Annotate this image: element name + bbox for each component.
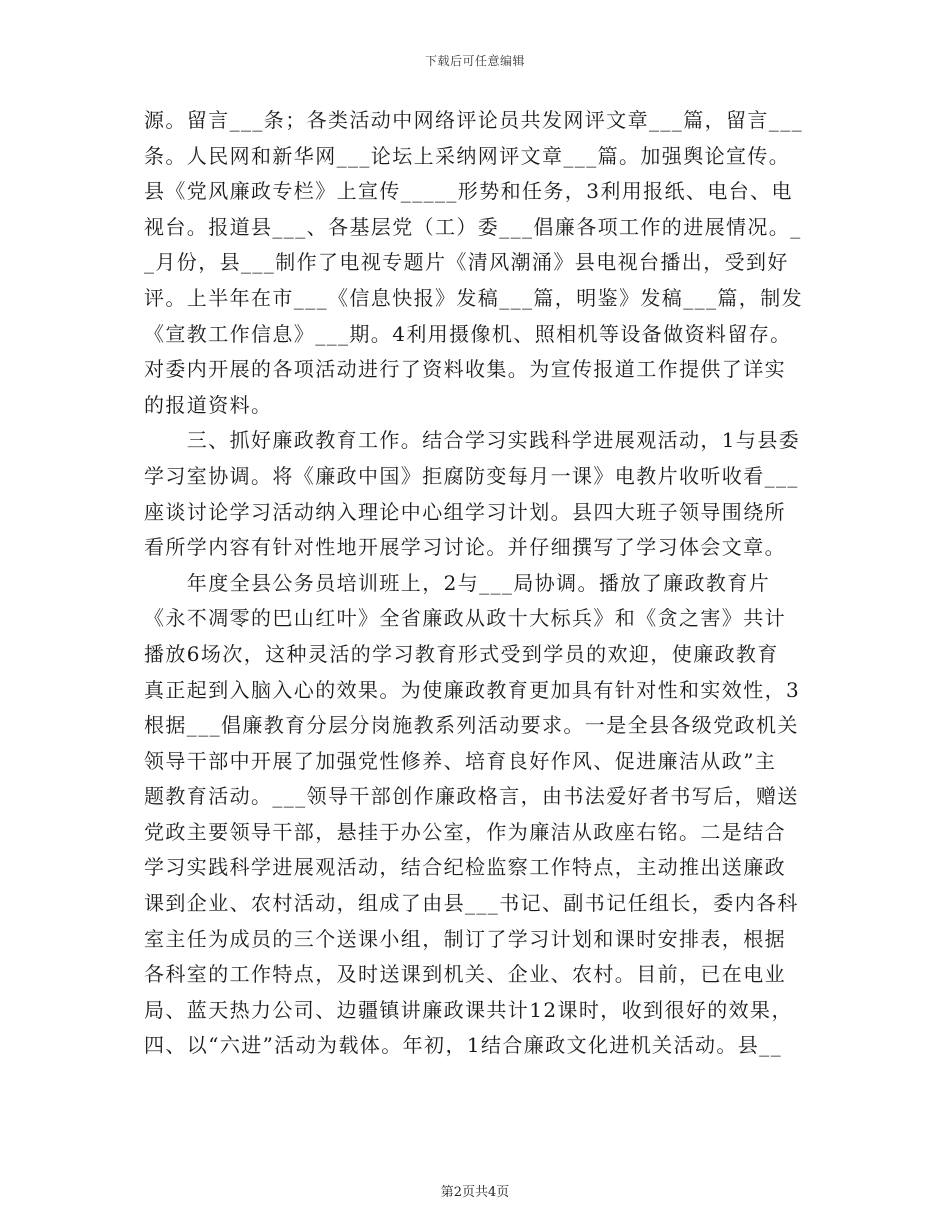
text-line: 室主任为成员的三个送课小组，制订了学习计划和课时安排表，根据 — [144, 926, 786, 951]
text-line: 视台。报道县___、各基层党（工）委___倡廉各项工作的进展情况。_ — [144, 214, 802, 239]
text-line: 题教育活动。___领导干部创作廉政格言，由书法爱好者书写后，赠送 — [144, 784, 799, 809]
text-line: 条。人民网和新华网___论坛上采纳网评文章___篇。加强舆论宣传。 — [144, 143, 791, 168]
text-line: 领导干部中开展了加强党性修养、培育良好作风、促进廉洁从政”主 — [144, 748, 777, 773]
text-line: 课到企业、农村活动，组成了由县___书记、副书记任组长，委内各科 — [144, 891, 799, 916]
text-line: 真正起到入脑入心的效果。为使廉政教育更加具有针对性和实效性，3 — [144, 677, 801, 702]
text-line: 座谈讨论学习活动纳入理论中心组学习计划。县四大班子领导围绕所 — [144, 499, 786, 524]
text-line: 三、抓好廉政教育工作。结合学习实践科学进展观活动，1与县委 — [144, 428, 801, 453]
text-line: 局、蓝天热力公司、边疆镇讲廉政课共计12课时，收到很好的效果， — [144, 997, 793, 1022]
text-line: 根据___倡廉教育分层分岗施教系列活动要求。一是全县各级党政机关 — [144, 713, 799, 738]
text-line: 的报道资料。 — [144, 392, 273, 417]
document-body — [144, 103, 808, 1064]
text-line: 学习室协调。将《廉政中国》拒腐防变每月一课》电教片收听收看___ — [144, 463, 799, 488]
text-line: _月份，县___制作了电视专题片《清风潮涌》县电视台播出，受到好 — [144, 250, 789, 275]
text-line: 《宣教工作信息》___期。4利用摄像机、照相机等设备做资料留存。 — [144, 321, 792, 346]
text-line: 县《党风廉政专栏》上宣传_____形势和任务，3利用报纸、电台、电 — [144, 179, 793, 204]
page-header: 下载后可任意编辑 — [424, 54, 525, 68]
page-number: 第2页共4页 — [440, 1185, 510, 1200]
text-line: 《永不凋零的巴山红叶》全省廉政从政十大标兵》和《贪之害》共计 — [144, 606, 786, 631]
text-line: 年度全县公务员培训班上，2与___局协调。播放了廉政教育片 — [144, 570, 771, 595]
text-line: 各科室的工作特点，及时送课到机关、企业、农村。目前，已在电业 — [144, 962, 786, 987]
text-line: 看所学内容有针对性地开展学习讨论。并仔细撰写了学习体会文章。 — [144, 535, 786, 560]
text-line: 对委内开展的各项活动进行了资料收集。为宣传报道工作提供了详实 — [144, 357, 786, 382]
text-line: 学习实践科学进展观活动，结合纪检监察工作特点，主动推出送廉政 — [144, 855, 786, 880]
text-line: 评。上半年在市___《信息快报》发稿___篇，明鉴》发稿___篇，制发 — [144, 285, 803, 310]
text-line: 党政主要领导干部，悬挂于办公室，作为廉洁从政座右铭。二是结合 — [144, 819, 786, 844]
text-line: 四、以“六进”活动为载体。年初，1结合廉政文化进机关活动。县__ — [144, 1033, 782, 1058]
text-line: 播放6场次，这种灵活的学习教育形式受到学员的欢迎，使廉政教育 — [144, 641, 779, 666]
text-line: 源。留言___条；各类活动中网络评论员共发网评文章___篇，留言___ — [144, 108, 803, 132]
